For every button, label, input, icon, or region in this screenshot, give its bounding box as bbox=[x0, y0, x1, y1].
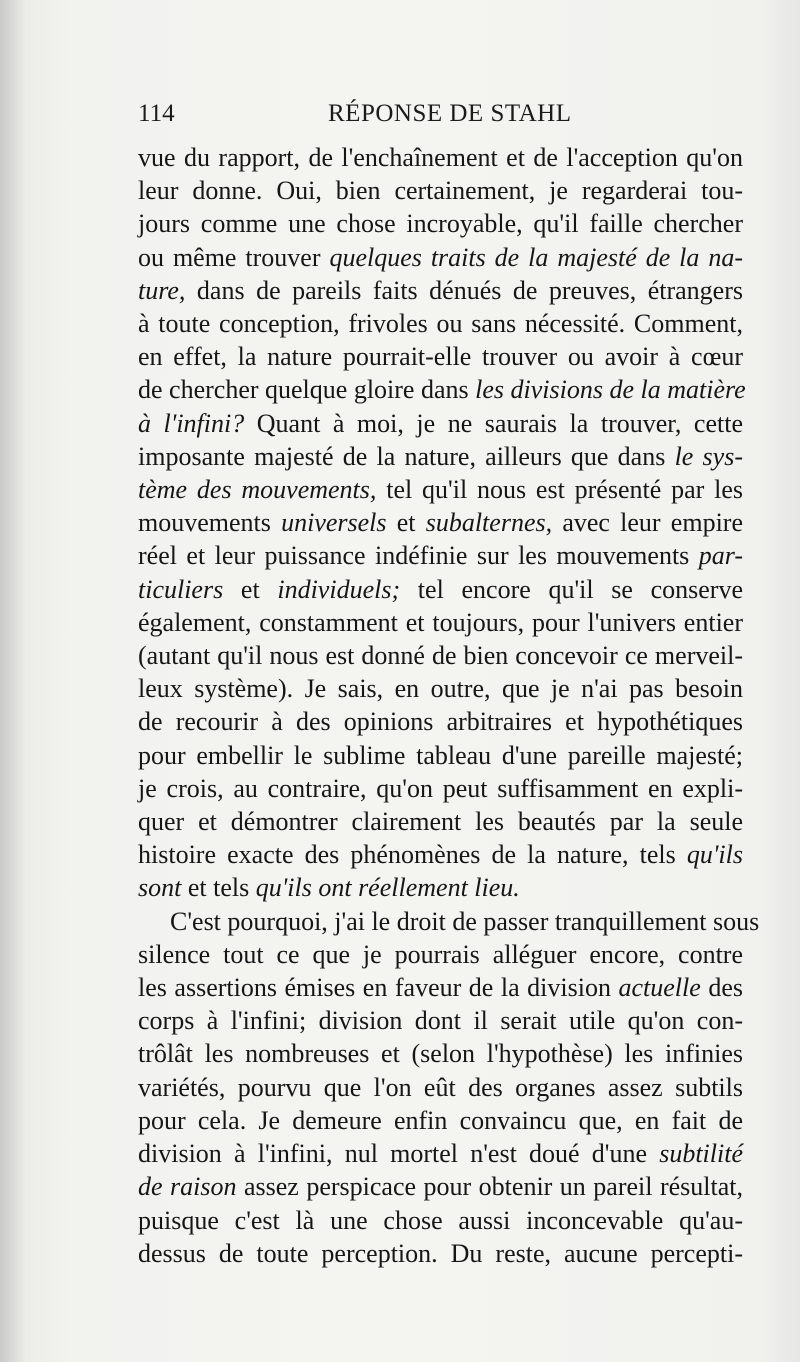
body-text bbox=[138, 141, 760, 1270]
text-run: vue du rapport, de l'enchaînement et de l'acception qu'on bbox=[138, 143, 743, 172]
text-line bbox=[138, 739, 743, 772]
text-run: histoire exacte des phénomènes de la nature, tels bbox=[138, 840, 687, 870]
italic-run: ticuliers bbox=[138, 574, 224, 604]
text-line bbox=[138, 606, 743, 639]
text-run: pour cela. Je demeure enfin convaincu que, en fait de bbox=[138, 1105, 743, 1135]
text-line bbox=[138, 838, 743, 871]
italic-run: sont bbox=[138, 873, 182, 903]
text-run: également, constamment et toujours, pour l'univers entier bbox=[138, 607, 743, 637]
italic-run: tème des mouvements, bbox=[138, 475, 377, 505]
text-run: Quant à moi, je ne saurais la trouver, cette bbox=[244, 408, 743, 438]
italic-run: quelques traits de la majesté de la na- bbox=[329, 242, 744, 272]
text-run: et tels bbox=[181, 873, 256, 903]
italic-run: par- bbox=[698, 541, 743, 571]
text-line bbox=[138, 1004, 743, 1037]
text-run: de recourir à des opinions arbitraires et hypothétiques bbox=[138, 707, 743, 737]
text-run: tel encore qu'il se conserve bbox=[400, 574, 744, 604]
text-line bbox=[138, 373, 746, 406]
text-line bbox=[138, 539, 743, 572]
italic-run: universels bbox=[281, 508, 387, 538]
text-run: dans de pareils faits dénués de preuves, étrangers bbox=[185, 275, 743, 305]
text-run: C'est pourquoi, j'ai le droit de passer tranquillement sous bbox=[170, 906, 760, 936]
italic-run: de raison bbox=[138, 1172, 237, 1202]
text-line bbox=[138, 1170, 743, 1203]
text-line bbox=[138, 473, 743, 506]
text-run: à toute conception, frivoles ou sans nécessité. Comment, bbox=[138, 309, 743, 339]
text-line bbox=[138, 772, 743, 805]
text-line bbox=[138, 241, 743, 274]
text-run: pour embellir le sublime tableau d'une pareille majesté; bbox=[138, 740, 743, 770]
text-run: leur donne. Oui, bien certainement, je regarderai tou- bbox=[138, 176, 743, 206]
text-line bbox=[138, 1071, 743, 1104]
text-run: je crois, au contraire, qu'on peut suffisamment en expli- bbox=[138, 773, 743, 803]
text-line bbox=[138, 174, 743, 207]
text-run: avec leur empire bbox=[552, 508, 743, 538]
text-run: assez perspicace pour obtenir un pareil résultat, bbox=[236, 1172, 744, 1202]
italic-run: subalternes, bbox=[425, 508, 553, 538]
italic-run: subtilité bbox=[659, 1139, 743, 1169]
text-line bbox=[138, 407, 743, 440]
text-line bbox=[138, 1204, 743, 1237]
text-line bbox=[138, 440, 743, 473]
text-run: et bbox=[386, 508, 426, 538]
running-header bbox=[138, 100, 743, 136]
italic-run: qu'ils bbox=[686, 840, 743, 870]
text-run: tel qu'il nous est présenté par les bbox=[376, 475, 743, 505]
text-line bbox=[138, 1137, 743, 1170]
text-run: dessus de toute perception. Du reste, aucune percepti- bbox=[138, 1238, 743, 1268]
text-line bbox=[138, 573, 743, 606]
text-line bbox=[138, 141, 743, 174]
italic-run: les divisions de la matière bbox=[475, 375, 746, 405]
text-run: de chercher quelque gloire dans bbox=[138, 375, 476, 405]
text-run: ou même trouver bbox=[138, 242, 330, 272]
text-line bbox=[138, 871, 743, 904]
italic-run: qu'ils ont réellement lieu. bbox=[255, 873, 520, 903]
text-run: en effet, la nature pourrait-elle trouver ou avoir à cœur bbox=[138, 342, 743, 372]
text-run: puisque c'est là une chose aussi inconcevable qu'au- bbox=[138, 1205, 743, 1235]
text-run: variétés, pourvu que l'on eût des organes assez subtils bbox=[138, 1072, 743, 1102]
text-line bbox=[138, 971, 743, 1004]
italic-run: actuelle bbox=[618, 973, 701, 1003]
italic-run: ture, bbox=[138, 275, 186, 305]
text-run: mouvements bbox=[138, 508, 282, 538]
text-line bbox=[138, 639, 743, 672]
text-run: leux système). Je sais, en outre, que je n'ai pas besoin bbox=[138, 674, 743, 704]
text-line bbox=[138, 1104, 743, 1137]
text-line bbox=[138, 340, 743, 373]
text-line bbox=[138, 805, 743, 838]
running-title: RÉPONSE DE STAHL bbox=[328, 100, 572, 127]
text-run: jours comme une chose incroyable, qu'il faille chercher bbox=[138, 209, 743, 239]
text-line bbox=[138, 705, 743, 738]
page-number: 114 bbox=[138, 100, 175, 127]
text-run: imposante majesté de la nature, ailleurs que dans bbox=[138, 441, 675, 471]
text-run: réel et leur puissance indéfinie sur les mouvements bbox=[138, 541, 699, 571]
italic-run: le sys- bbox=[674, 441, 743, 471]
paragraph-2 bbox=[138, 905, 760, 1270]
italic-run: individuels; bbox=[277, 574, 401, 604]
text-run: trôlât les nombreuses et (selon l'hypothèse) les infinies bbox=[138, 1039, 743, 1069]
text-run: des bbox=[700, 973, 743, 1003]
text-run: (autant qu'il nous est donné de bien concevoir ce merveil- bbox=[138, 641, 743, 671]
text-run: corps à l'infini; division dont il serait utile qu'on con- bbox=[138, 1006, 743, 1036]
paragraph-1 bbox=[138, 141, 746, 905]
text-line bbox=[138, 938, 743, 971]
text-line bbox=[138, 1037, 743, 1070]
text-line bbox=[138, 207, 743, 240]
text-run: silence tout ce que je pourrais alléguer encore, contre bbox=[138, 939, 743, 969]
text-run: quer et démontrer clairement les beautés par la seule bbox=[138, 807, 743, 837]
italic-run: à l'infini? bbox=[138, 408, 245, 438]
text-line bbox=[138, 672, 743, 705]
text-line bbox=[138, 905, 760, 938]
text-run: et bbox=[223, 574, 278, 604]
text-line bbox=[138, 274, 743, 307]
text-run: division à l'infini, nul mortel n'est doué d'une bbox=[138, 1139, 660, 1169]
text-line bbox=[138, 307, 743, 340]
text-line bbox=[138, 506, 743, 539]
text-line bbox=[138, 1237, 743, 1270]
text-run: les assertions émises en faveur de la division bbox=[138, 973, 619, 1003]
